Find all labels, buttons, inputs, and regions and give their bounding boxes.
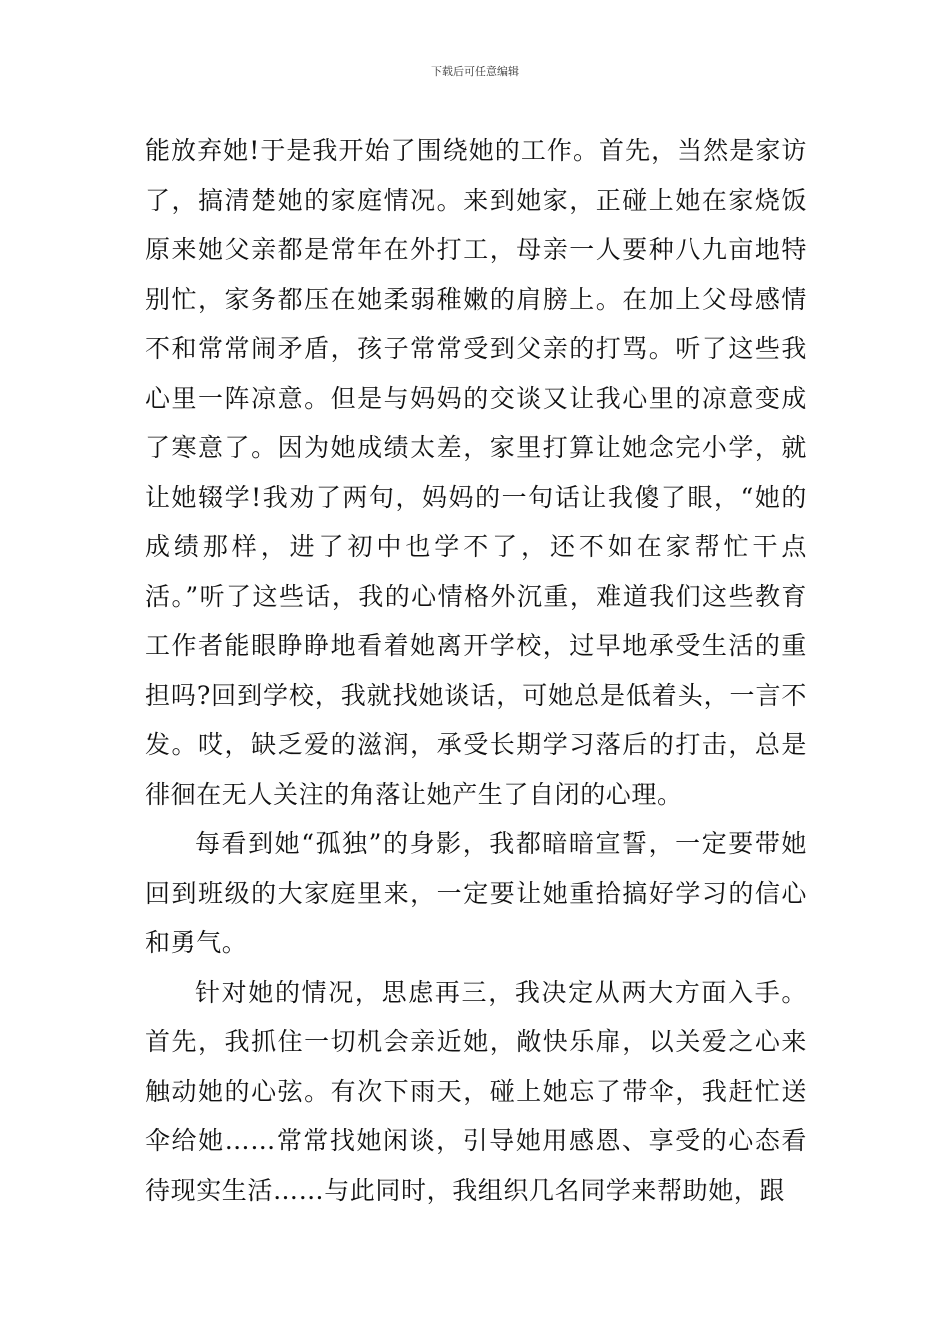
document-body [145, 126, 807, 1215]
paragraph-continued: 能放弃她!于是我开始了围绕她的工作。首先，当然是家访了，搞清楚她的家庭情况。来到她家，正碰上她在家烧饭原来她父亲都是常年在外打工，母亲一人要种八九亩地特别忙，家务都压在她柔弱稚嫩的肩膀上。在加上父母感情不和常常闹矛盾，孩子常常受到父亲的打骂。听了这些我心里一阵凉意。但是与妈妈的交谈又让我心里的凉意变成了寒意了。因为她成绩太差，家里打算让她念完小学，就让她辍学!我劝了两句，妈妈的一句话让我傻了眼，“她的成绩那样，进了初中也学不了，还不如在家帮忙干点活。”听了这些话，我的心情格外沉重，难道我们这些教育工作者能眼睁睁地看着她离开学校，过早地承受生活的重担吗?回到学校，我就找她谈话，可她总是低着头，一言不发。哎，缺乏爱的滋润，承受长期学习落后的打击，总是徘徊在无人关注的角落让她产生了自闭的心理。 [145, 136, 807, 809]
page-header: 下载后可任意编辑 [431, 65, 519, 78]
paragraph-lonely-figure: 每看到她“孤独”的身影，我都暗暗宣誓，一定要带她回到班级的大家庭里来，一定要让她重拾搞好学习的信心和勇气。 [145, 829, 807, 957]
paragraph-two-approaches: 针对她的情况，思虑再三，我决定从两大方面入手。首先，我抓住一切机会亲近她，敞快乐扉，以关爱之心来触动她的心弦。有次下雨天，碰上她忘了带伞，我赶忙送伞给她……常常找她闲谈，引导她用感恩、享受的心态看待现实生活……与此同时，我组织几名同学来帮助她，跟 [145, 977, 807, 1205]
